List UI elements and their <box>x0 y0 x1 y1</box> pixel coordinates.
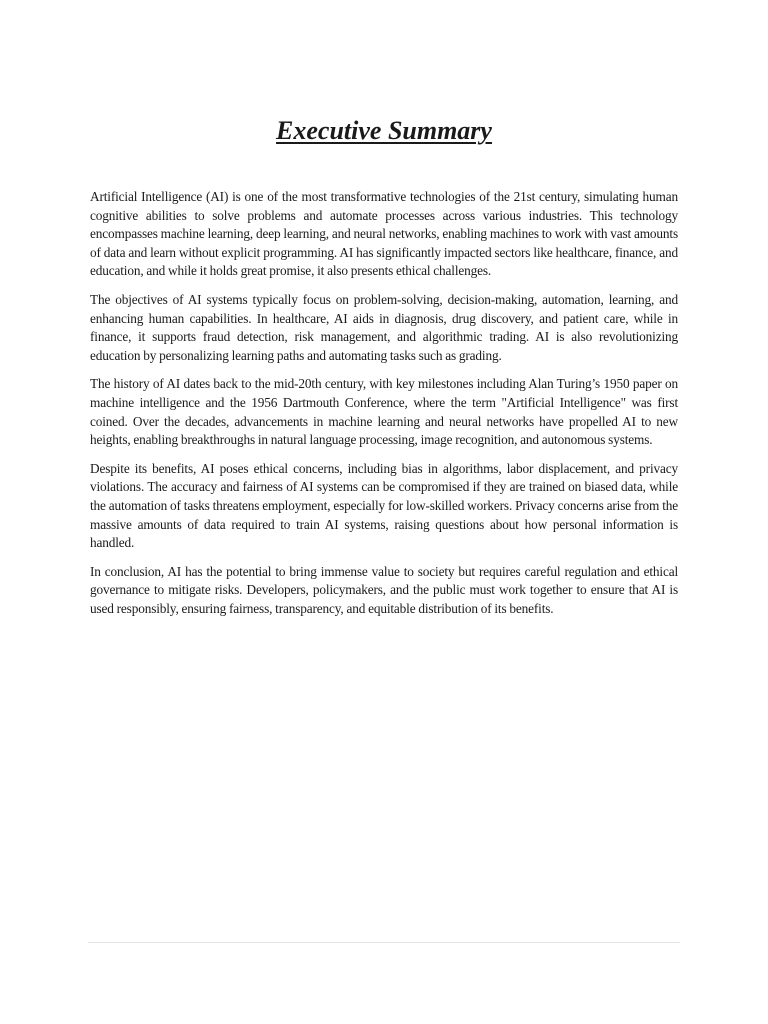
paragraph-introduction: Artificial Intelligence (AI) is one of the most transformative technologies of the 21st century, simulating human cognitive abilities to solve problems and automate processes across various industries. This technology encompasses machine learning, deep learning, and neural networks, enabling machines to work with vast amounts of data and learn without explicit programming. AI has significantly impacted sectors like healthcare, finance, and education, and while it holds great promise, it also presents ethical challenges. <box>90 189 678 279</box>
page-title: Executive Summary <box>276 116 492 145</box>
paragraph-history: The history of AI dates back to the mid-20th century, with key milestones including Alan Turing’s 1950 paper on machine intelligence and the 1956 Dartmouth Conference, where the term "Artificial Intelligence" was first coined. Over the decades, advancements in machine learning and neural networks have propelled AI to new heights, enabling breakthroughs in natural language processing, image recognition, and autonomous systems. <box>90 376 678 448</box>
document-body <box>90 188 678 628</box>
paragraph-objectives: The objectives of AI systems typically focus on problem-solving, decision-making, automation, learning, and enhancing human capabilities. In healthcare, AI aids in diagnosis, drug discovery, and patient care, while in finance, it supports fraud detection, risk management, and algorithmic trading. AI is also revolutionizing education by personalizing learning paths and automating tasks such as grading. <box>90 291 678 363</box>
paragraph-ethics: Despite its benefits, AI poses ethical concerns, including bias in algorithms, labor displacement, and privacy violations. The accuracy and fairness of AI systems can be compromised if they are trained on biased data, while the automation of tasks threatens employment, especially for low-skilled workers. Privacy concerns arise from the massive amounts of data required to train AI systems, raising questions about how personal information is handled. <box>90 460 678 551</box>
footer-divider <box>88 942 680 943</box>
paragraph-conclusion: In conclusion, AI has the potential to bring immense value to society but requires careful regulation and ethical governance to mitigate risks. Developers, policymakers, and the public must work together to ensure that AI is used responsibly, ensuring fairness, transparency, and equitable distribution of its benefits. <box>90 563 678 616</box>
